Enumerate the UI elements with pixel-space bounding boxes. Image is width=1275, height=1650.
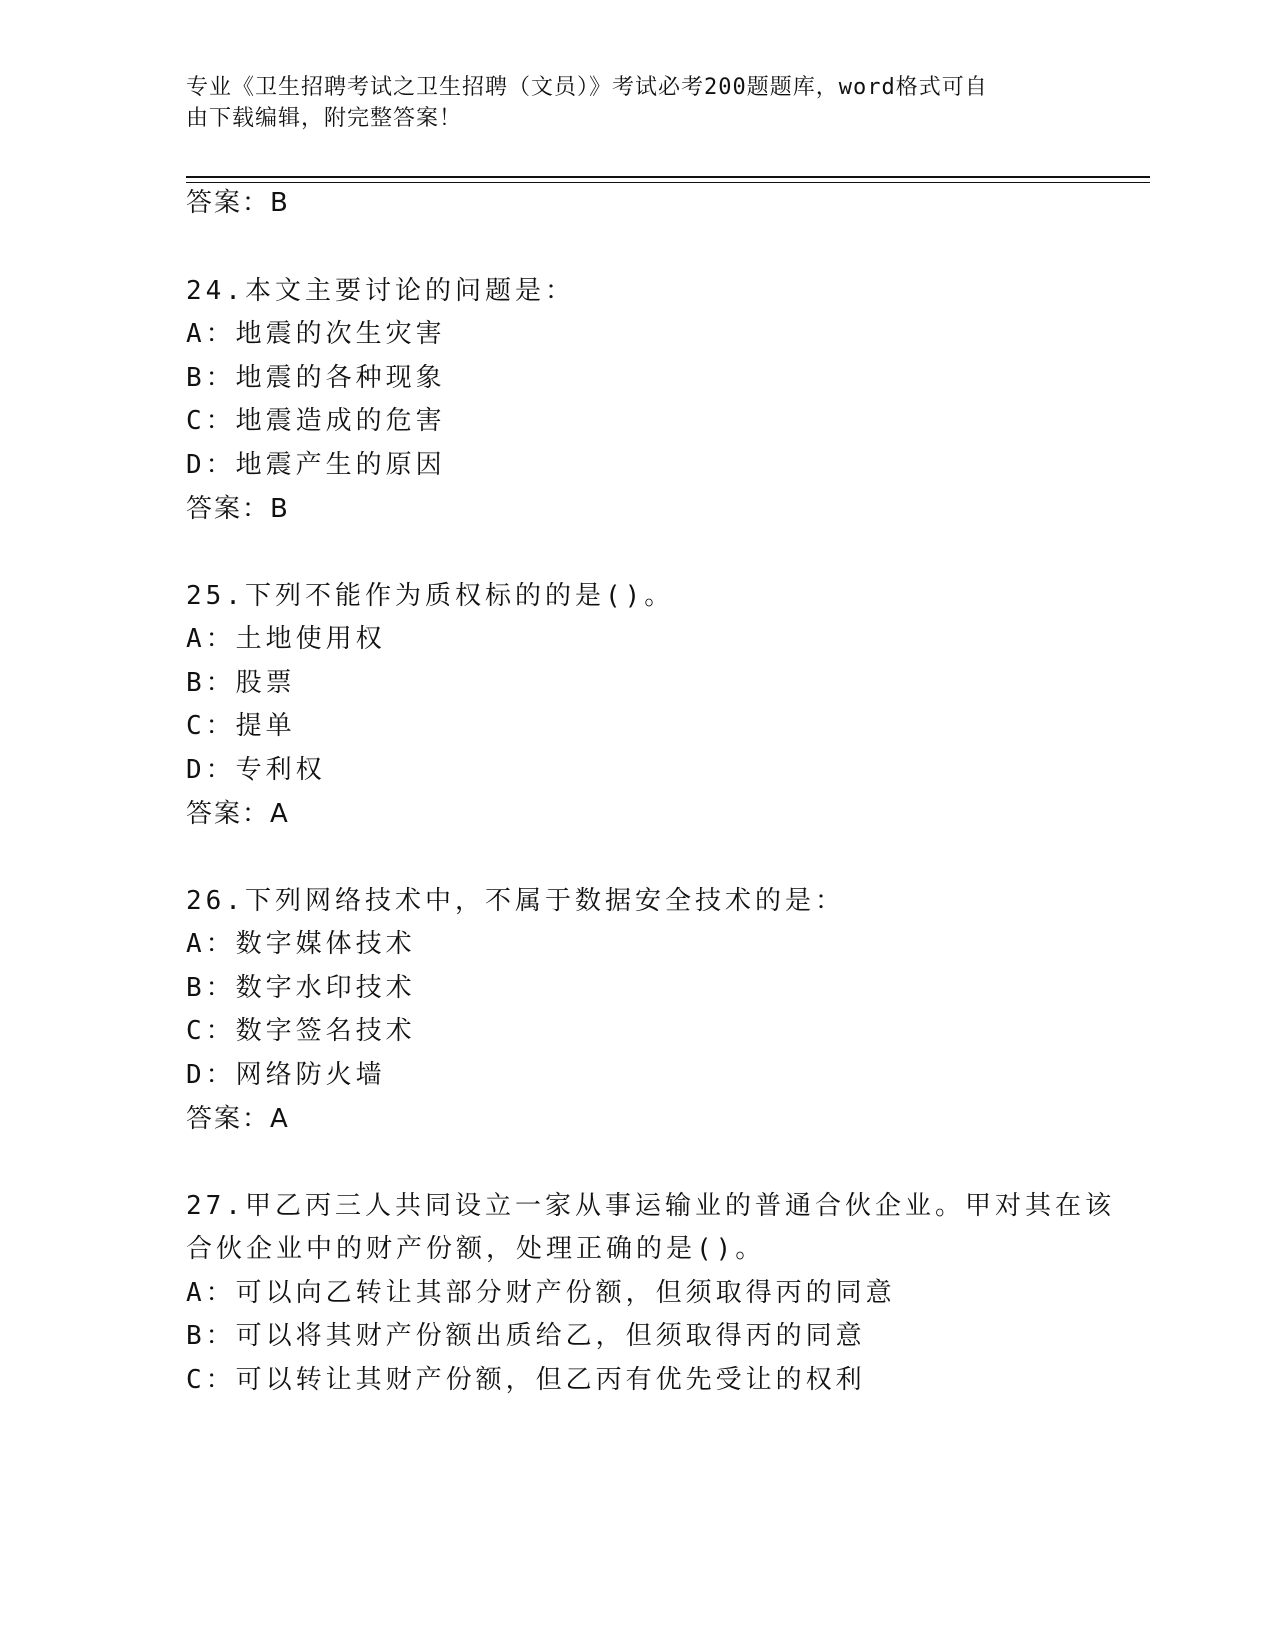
question-27-option-c: C：可以转让其财产份额，但乙丙有优先受让的权利 bbox=[186, 1365, 866, 1395]
question-26-option-d: D：网络防火墙 bbox=[186, 1060, 386, 1090]
header-divider-thin bbox=[186, 182, 1150, 183]
question-26-stem: 26.下列网络技术中，不属于数据安全技术的是： bbox=[186, 886, 845, 916]
question-24-option-d: D：地震产生的原因 bbox=[186, 450, 446, 480]
question-25-option-a: A：土地使用权 bbox=[186, 624, 386, 654]
question-25-option-b: B：股票 bbox=[186, 668, 296, 698]
question-25-stem: 25.下列不能作为质权标的的是()。 bbox=[186, 581, 675, 611]
question-27-stem-line-1: 27.甲乙丙三人共同设立一家从事运输业的普通合伙企业。甲对其在该 bbox=[186, 1191, 1115, 1221]
question-27-stem-line-2: 合伙企业中的财产份额，处理正确的是()。 bbox=[186, 1234, 766, 1264]
document-header bbox=[186, 72, 1086, 134]
question-25-option-c: C：提单 bbox=[186, 711, 296, 741]
header-line-2: 由下载编辑，附完整答案！ bbox=[186, 106, 463, 131]
question-26-option-a: A：数字媒体技术 bbox=[186, 929, 416, 959]
header-divider-thick bbox=[186, 176, 1150, 178]
question-24-option-b: B：地震的各种现象 bbox=[186, 363, 446, 393]
question-26-option-b: B：数字水印技术 bbox=[186, 973, 416, 1003]
question-24-option-a: A：地震的次生灾害 bbox=[186, 319, 446, 349]
question-26-option-c: C：数字签名技术 bbox=[186, 1016, 416, 1046]
question-24-option-c: C：地震造成的危害 bbox=[186, 406, 446, 436]
question-27-option-b: B：可以将其财产份额出质给乙，但须取得丙的同意 bbox=[186, 1321, 866, 1351]
question-24-answer: 答案：B bbox=[186, 494, 290, 524]
answer-previous: 答案：B bbox=[186, 188, 290, 218]
question-25-answer: 答案：A bbox=[186, 799, 290, 829]
question-25-option-d: D：专利权 bbox=[186, 755, 326, 785]
question-26-answer: 答案：A bbox=[186, 1104, 290, 1134]
question-27-option-a: A：可以向乙转让其部分财产份额，但须取得丙的同意 bbox=[186, 1278, 896, 1308]
question-24-stem: 24.本文主要讨论的问题是： bbox=[186, 276, 575, 306]
header-line-1: 专业《卫生招聘考试之卫生招聘（文员）》考试必考200题题库，word格式可自 bbox=[186, 75, 988, 100]
